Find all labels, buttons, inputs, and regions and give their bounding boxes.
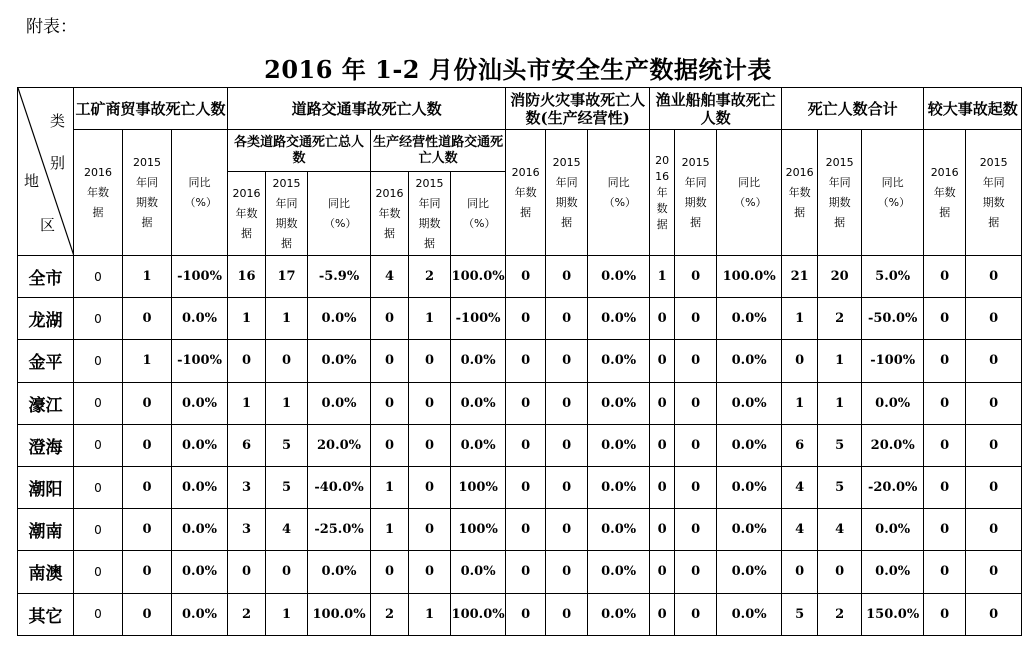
data-cell: 0.0% xyxy=(588,382,650,424)
region-name: 金平 xyxy=(18,340,74,382)
data-cell: 0 xyxy=(675,340,717,382)
data-cell: 1 xyxy=(228,382,266,424)
data-cell: 0 xyxy=(650,466,675,508)
data-cell: 0 xyxy=(506,424,546,466)
data-cell: 0.0% xyxy=(588,298,650,340)
data-cell: 5 xyxy=(782,593,818,635)
data-cell: 0 xyxy=(74,593,123,635)
data-cell: 0 xyxy=(675,382,717,424)
data-cell: -5.9% xyxy=(308,256,371,298)
data-cell: 4 xyxy=(371,256,409,298)
data-cell: 0 xyxy=(371,551,409,593)
data-cell: 0 xyxy=(266,340,308,382)
data-cell: 0 xyxy=(74,551,123,593)
data-cell: 1 xyxy=(228,298,266,340)
data-cell: 100.0% xyxy=(451,593,506,635)
data-cell: 100.0% xyxy=(451,256,506,298)
table-row xyxy=(18,551,1022,593)
data-cell: 5 xyxy=(266,466,308,508)
data-cell: 100% xyxy=(451,466,506,508)
data-cell: 0 xyxy=(123,298,172,340)
data-cell: 0 xyxy=(506,551,546,593)
data-cell: 17 xyxy=(266,256,308,298)
subheader-fire-2015: 2015年同期数据 xyxy=(546,130,588,256)
data-cell: 0 xyxy=(371,382,409,424)
data-cell: 0 xyxy=(546,298,588,340)
header-fishing: 渔业船舶事故死亡人数 xyxy=(650,88,782,130)
data-cell: 0 xyxy=(966,466,1022,508)
table-row xyxy=(18,256,1022,298)
data-cell: 0 xyxy=(966,593,1022,635)
region-name: 潮南 xyxy=(18,509,74,551)
data-cell: 0.0% xyxy=(717,593,782,635)
table-row xyxy=(18,509,1022,551)
data-cell: 0.0% xyxy=(717,509,782,551)
subheader-industry-2015: 2015年同期数据 xyxy=(123,130,172,256)
corner-category-char-1: 类 xyxy=(50,112,66,130)
header-total: 死亡人数合计 xyxy=(782,88,924,130)
data-cell: 0.0% xyxy=(172,298,228,340)
data-cell: 0 xyxy=(409,551,451,593)
data-cell: 0 xyxy=(74,382,123,424)
data-cell: 0 xyxy=(966,256,1022,298)
data-cell: 150.0% xyxy=(862,593,924,635)
subheader-road-business-2016: 2016年数据 xyxy=(371,172,409,256)
data-cell: 0.0% xyxy=(172,551,228,593)
data-cell: 0 xyxy=(266,551,308,593)
table-row xyxy=(18,340,1022,382)
data-cell: 1 xyxy=(782,382,818,424)
region-name: 澄海 xyxy=(18,424,74,466)
data-cell: 0 xyxy=(506,466,546,508)
data-cell: 0 xyxy=(409,382,451,424)
subheader-road-business-yoy: 同比（%） xyxy=(451,172,506,256)
data-cell: 5.0% xyxy=(862,256,924,298)
header-industry: 工矿商贸事故死亡人数 xyxy=(74,88,228,130)
subheader-total-yoy: 同比（%） xyxy=(862,130,924,256)
data-cell: 21 xyxy=(782,256,818,298)
data-cell: 0 xyxy=(123,593,172,635)
data-cell: 0 xyxy=(675,298,717,340)
data-cell: 0 xyxy=(546,382,588,424)
appendix-label: 附表： xyxy=(26,17,77,37)
data-cell: 0.0% xyxy=(308,298,371,340)
subheader-fire-2016: 2016年数据 xyxy=(506,130,546,256)
header-fire: 消防火灾事故死亡人数(生产经营性) xyxy=(506,88,650,130)
data-cell: -20.0% xyxy=(862,466,924,508)
data-cell: 0.0% xyxy=(717,340,782,382)
data-cell: 1 xyxy=(123,256,172,298)
data-cell: 0 xyxy=(74,256,123,298)
data-cell: 0.0% xyxy=(588,593,650,635)
data-cell: 0 xyxy=(506,593,546,635)
data-cell: -50.0% xyxy=(862,298,924,340)
data-cell: 1 xyxy=(409,593,451,635)
data-cell: 0 xyxy=(409,424,451,466)
data-cell: 0 xyxy=(546,256,588,298)
data-cell: 0 xyxy=(123,509,172,551)
data-cell: 0 xyxy=(371,340,409,382)
data-cell: 0 xyxy=(966,424,1022,466)
region-name: 龙湖 xyxy=(18,298,74,340)
subheader-industry-yoy: 同比（%） xyxy=(172,130,228,256)
region-name: 濠江 xyxy=(18,382,74,424)
subheader-fishing-2016: 2016年数据 xyxy=(650,130,675,256)
table-row xyxy=(18,593,1022,635)
data-cell: 0 xyxy=(675,256,717,298)
data-cell: 0 xyxy=(924,466,966,508)
data-cell: 0 xyxy=(650,551,675,593)
table-row xyxy=(18,466,1022,508)
data-cell: 16 xyxy=(228,256,266,298)
data-cell: -100% xyxy=(172,256,228,298)
data-cell: 1 xyxy=(266,298,308,340)
header-road-business: 生产经营性道路交通死亡人数 xyxy=(371,130,506,172)
data-cell: 0 xyxy=(650,424,675,466)
data-cell: 1 xyxy=(371,466,409,508)
data-cell: 0 xyxy=(409,509,451,551)
header-road-all: 各类道路交通死亡总人数 xyxy=(228,130,371,172)
subheader-fishing-yoy: 同比（%） xyxy=(717,130,782,256)
data-cell: 0 xyxy=(506,340,546,382)
data-cell: 20.0% xyxy=(862,424,924,466)
header-road: 道路交通事故死亡人数 xyxy=(228,88,506,130)
data-cell: 0 xyxy=(74,466,123,508)
data-cell: 0.0% xyxy=(451,424,506,466)
data-cell: 0.0% xyxy=(588,340,650,382)
corner-region-char-1: 地 xyxy=(24,172,40,190)
data-cell: 0.0% xyxy=(172,424,228,466)
data-cell: 0.0% xyxy=(862,551,924,593)
data-cell: 0 xyxy=(371,424,409,466)
table-row xyxy=(18,382,1022,424)
data-cell: 6 xyxy=(782,424,818,466)
data-cell: 2 xyxy=(818,593,862,635)
data-cell: 0 xyxy=(409,340,451,382)
data-cell: 0 xyxy=(123,424,172,466)
data-cell: 0 xyxy=(123,382,172,424)
data-cell: 0.0% xyxy=(451,340,506,382)
data-cell: 3 xyxy=(228,509,266,551)
data-cell: 1 xyxy=(123,340,172,382)
data-cell: 1 xyxy=(266,382,308,424)
data-cell: 0 xyxy=(546,340,588,382)
data-cell: 0 xyxy=(228,340,266,382)
subheader-road-business-2015: 2015年同期数据 xyxy=(409,172,451,256)
data-cell: 2 xyxy=(818,298,862,340)
subheader-industry-2016: 2016年数据 xyxy=(74,130,123,256)
data-cell: 0 xyxy=(924,551,966,593)
region-name: 南澳 xyxy=(18,551,74,593)
data-cell: 0 xyxy=(74,424,123,466)
subheader-total-2016: 2016年数据 xyxy=(782,130,818,256)
data-cell: 5 xyxy=(266,424,308,466)
data-cell: 0.0% xyxy=(308,340,371,382)
data-cell: 0 xyxy=(506,382,546,424)
data-cell: 0 xyxy=(546,424,588,466)
data-cell: -100% xyxy=(862,340,924,382)
data-cell: 0.0% xyxy=(172,593,228,635)
data-cell: 100.0% xyxy=(308,593,371,635)
data-cell: 20.0% xyxy=(308,424,371,466)
data-cell: 0.0% xyxy=(172,509,228,551)
table-row xyxy=(18,424,1022,466)
data-cell: 0.0% xyxy=(588,466,650,508)
data-cell: 0 xyxy=(371,298,409,340)
data-cell: 0 xyxy=(650,509,675,551)
data-cell: 0.0% xyxy=(717,424,782,466)
data-cell: 1 xyxy=(409,298,451,340)
data-cell: 0 xyxy=(675,466,717,508)
data-cell: 20 xyxy=(818,256,862,298)
data-cell: 0.0% xyxy=(308,382,371,424)
data-cell: 0 xyxy=(506,509,546,551)
data-cell: 0 xyxy=(924,382,966,424)
data-cell: 0.0% xyxy=(451,382,506,424)
data-cell: 0 xyxy=(675,424,717,466)
data-cell: 0 xyxy=(675,551,717,593)
data-cell: 1 xyxy=(266,593,308,635)
data-cell: 0 xyxy=(546,509,588,551)
data-cell: 0.0% xyxy=(308,551,371,593)
data-cell: 4 xyxy=(266,509,308,551)
data-cell: 0 xyxy=(74,340,123,382)
data-cell: 0.0% xyxy=(717,551,782,593)
data-cell: 0 xyxy=(924,509,966,551)
data-cell: 4 xyxy=(818,509,862,551)
corner-category-char-2: 别 xyxy=(50,154,66,172)
region-name: 全市 xyxy=(18,256,74,298)
subheader-road-all-yoy: 同比（%） xyxy=(308,172,371,256)
data-cell: 0 xyxy=(506,256,546,298)
data-cell: 0.0% xyxy=(172,466,228,508)
subheader-road-all-2016: 2016年数据 xyxy=(228,172,266,256)
data-cell: 4 xyxy=(782,509,818,551)
data-cell: 0 xyxy=(966,551,1022,593)
corner-region-char-2: 区 xyxy=(40,216,56,234)
data-cell: 0 xyxy=(546,551,588,593)
data-cell: 0.0% xyxy=(862,509,924,551)
data-cell: 0 xyxy=(924,298,966,340)
data-cell: 0 xyxy=(924,593,966,635)
data-cell: 0 xyxy=(818,551,862,593)
region-name: 其它 xyxy=(18,593,74,635)
data-cell: 0 xyxy=(650,593,675,635)
data-cell: 0 xyxy=(924,256,966,298)
data-cell: 2 xyxy=(409,256,451,298)
data-cell: 0.0% xyxy=(717,466,782,508)
data-cell: 0.0% xyxy=(172,382,228,424)
region-name: 潮阳 xyxy=(18,466,74,508)
table-body xyxy=(18,256,1022,636)
subheader-road-all-2015: 2015年同期数据 xyxy=(266,172,308,256)
data-cell: 2 xyxy=(228,593,266,635)
subheader-total-2015: 2015年同期数据 xyxy=(818,130,862,256)
data-cell: 1 xyxy=(818,382,862,424)
data-cell: 0 xyxy=(650,382,675,424)
data-cell: 100.0% xyxy=(717,256,782,298)
data-cell: 0 xyxy=(123,551,172,593)
data-cell: 0 xyxy=(675,509,717,551)
data-cell: 4 xyxy=(782,466,818,508)
data-cell: 0 xyxy=(506,298,546,340)
subheader-fishing-2015: 2015年同期数据 xyxy=(675,130,717,256)
subheader-major-2016: 2016年数据 xyxy=(924,130,966,256)
data-cell: 2 xyxy=(371,593,409,635)
data-cell: 0 xyxy=(966,382,1022,424)
table-title: 2016 年 1-2 月份汕头市安全生产数据统计表 xyxy=(264,55,772,84)
data-cell: 0 xyxy=(924,340,966,382)
data-cell: 5 xyxy=(818,424,862,466)
data-cell: 0.0% xyxy=(588,551,650,593)
data-cell: 0 xyxy=(74,298,123,340)
subheader-fire-yoy: 同比（%） xyxy=(588,130,650,256)
data-cell: 0 xyxy=(228,551,266,593)
data-cell: 0 xyxy=(546,466,588,508)
data-cell: -100% xyxy=(172,340,228,382)
statistics-table xyxy=(17,87,1022,636)
data-cell: 0.0% xyxy=(588,424,650,466)
data-cell: 1 xyxy=(818,340,862,382)
data-cell: 0 xyxy=(675,593,717,635)
data-cell: 0.0% xyxy=(717,382,782,424)
data-cell: 1 xyxy=(371,509,409,551)
data-cell: 0 xyxy=(924,424,966,466)
data-cell: 0 xyxy=(546,593,588,635)
data-cell: 100% xyxy=(451,509,506,551)
data-cell: 0.0% xyxy=(451,551,506,593)
data-cell: 1 xyxy=(650,256,675,298)
table-row xyxy=(18,298,1022,340)
data-cell: 0 xyxy=(966,509,1022,551)
data-cell: 0.0% xyxy=(588,509,650,551)
data-cell: 5 xyxy=(818,466,862,508)
data-cell: 0 xyxy=(650,340,675,382)
data-cell: 0 xyxy=(409,466,451,508)
data-cell: 0 xyxy=(123,466,172,508)
data-cell: 0 xyxy=(782,551,818,593)
data-cell: 0 xyxy=(966,340,1022,382)
data-cell: 0 xyxy=(782,340,818,382)
corner-header xyxy=(18,88,74,256)
data-cell: 3 xyxy=(228,466,266,508)
header-major: 较大事故起数 xyxy=(924,88,1022,130)
data-cell: -25.0% xyxy=(308,509,371,551)
data-cell: 0.0% xyxy=(862,382,924,424)
data-cell: 0.0% xyxy=(588,256,650,298)
data-cell: -100% xyxy=(451,298,506,340)
subheader-major-2015: 2015年同期数据 xyxy=(966,130,1022,256)
data-cell: 1 xyxy=(782,298,818,340)
data-cell: 0.0% xyxy=(717,298,782,340)
data-cell: 0 xyxy=(966,298,1022,340)
data-cell: 0 xyxy=(650,298,675,340)
data-cell: 0 xyxy=(74,509,123,551)
data-cell: -40.0% xyxy=(308,466,371,508)
data-cell: 6 xyxy=(228,424,266,466)
